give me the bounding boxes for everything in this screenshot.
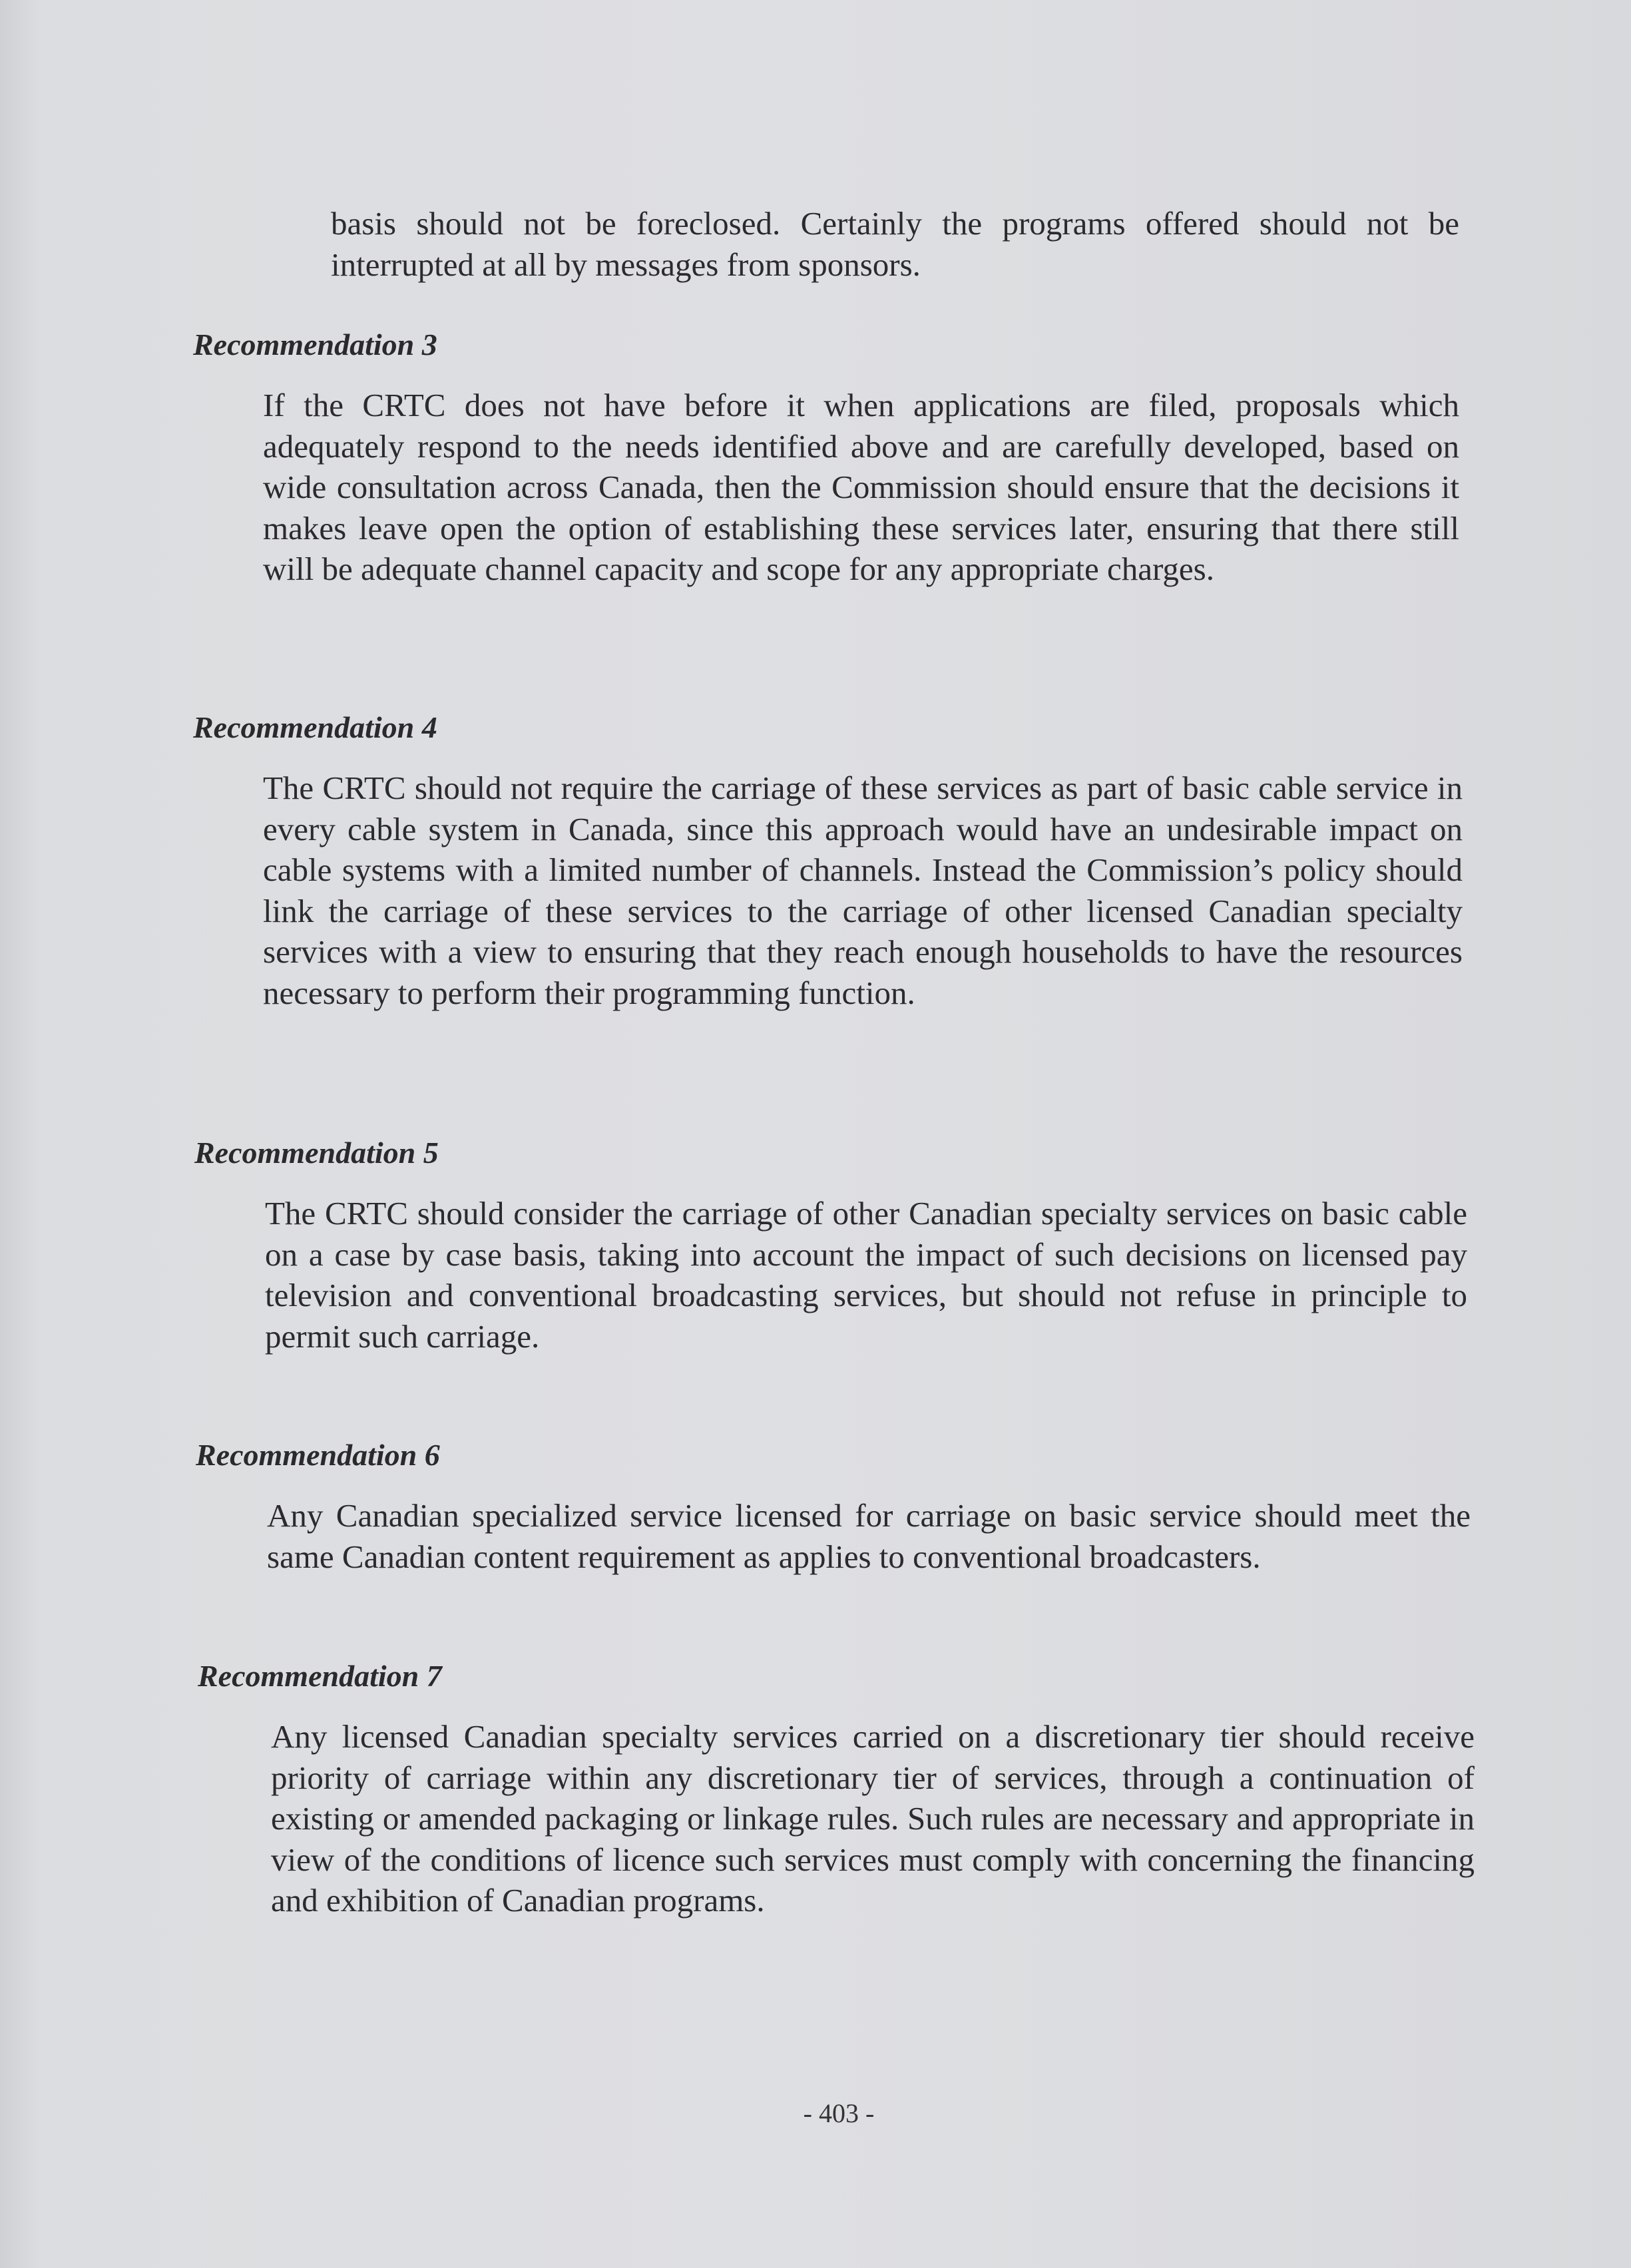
recommendation-6-text: Any Canadian specialized service licensed for carriage on basic service should meet the same Canadian content requirement as applies to conventional broadcasters. <box>267 1497 1471 1575</box>
recommendation-4-heading: Recommendation 4 <box>193 710 437 744</box>
continuation-paragraph: basis should not be foreclosed. Certainly the programs offered should not be interrupted at all by messages from sponsors. <box>331 205 1459 283</box>
recommendation-3-text: If the CRTC does not have before it when applications are filed, proposals which adequately respond to the needs identified above and are carefully developed, based on wide consultation across Canada, then the Commission should ensure that the decisions it makes leave open the option of establishing these services later, ensuring that there still will be adequate channel capacity and scope for any appropriate charges. <box>263 387 1459 587</box>
recommendation-6-heading: Recommendation 6 <box>196 1438 440 1472</box>
recommendation-5-text: The CRTC should consider the carriage of other Canadian specialty services on basic cable on a case by case basis, taking into account the impact of such decisions on licensed pay television and conventional broadcasting services, but should not refuse in principle to permit such carriage. <box>265 1195 1467 1355</box>
recommendation-5-heading: Recommendation 5 <box>194 1136 439 1170</box>
recommendation-3-heading: Recommendation 3 <box>193 328 437 361</box>
recommendation-4-text: The CRTC should not require the carriage of these services as part of basic cable service in every cable system in Canada, since this approach would have an undesirable impact on cable systems with a limited number of channels. Instead the Commission’s policy should link the carriage of these services to the carriage of other licensed Canadian specialty services with a view to ensuring that they reach enough households to have the resources necessary to perform their programming function. <box>263 770 1463 1011</box>
page-number: - 403 - <box>803 2098 875 2128</box>
recommendation-7-text: Any licensed Canadian specialty services carried on a discretionary tier should receive priority of carriage within any discretionary tier of services, through a continuation of existing or amended packaging or linkage rules. Such rules are necessary and appropriate in view of the conditions of licence such services must comply with concerning the financing and exhibition of Canadian programs. <box>271 1718 1475 1919</box>
recommendation-7-heading: Recommendation 7 <box>198 1659 442 1693</box>
